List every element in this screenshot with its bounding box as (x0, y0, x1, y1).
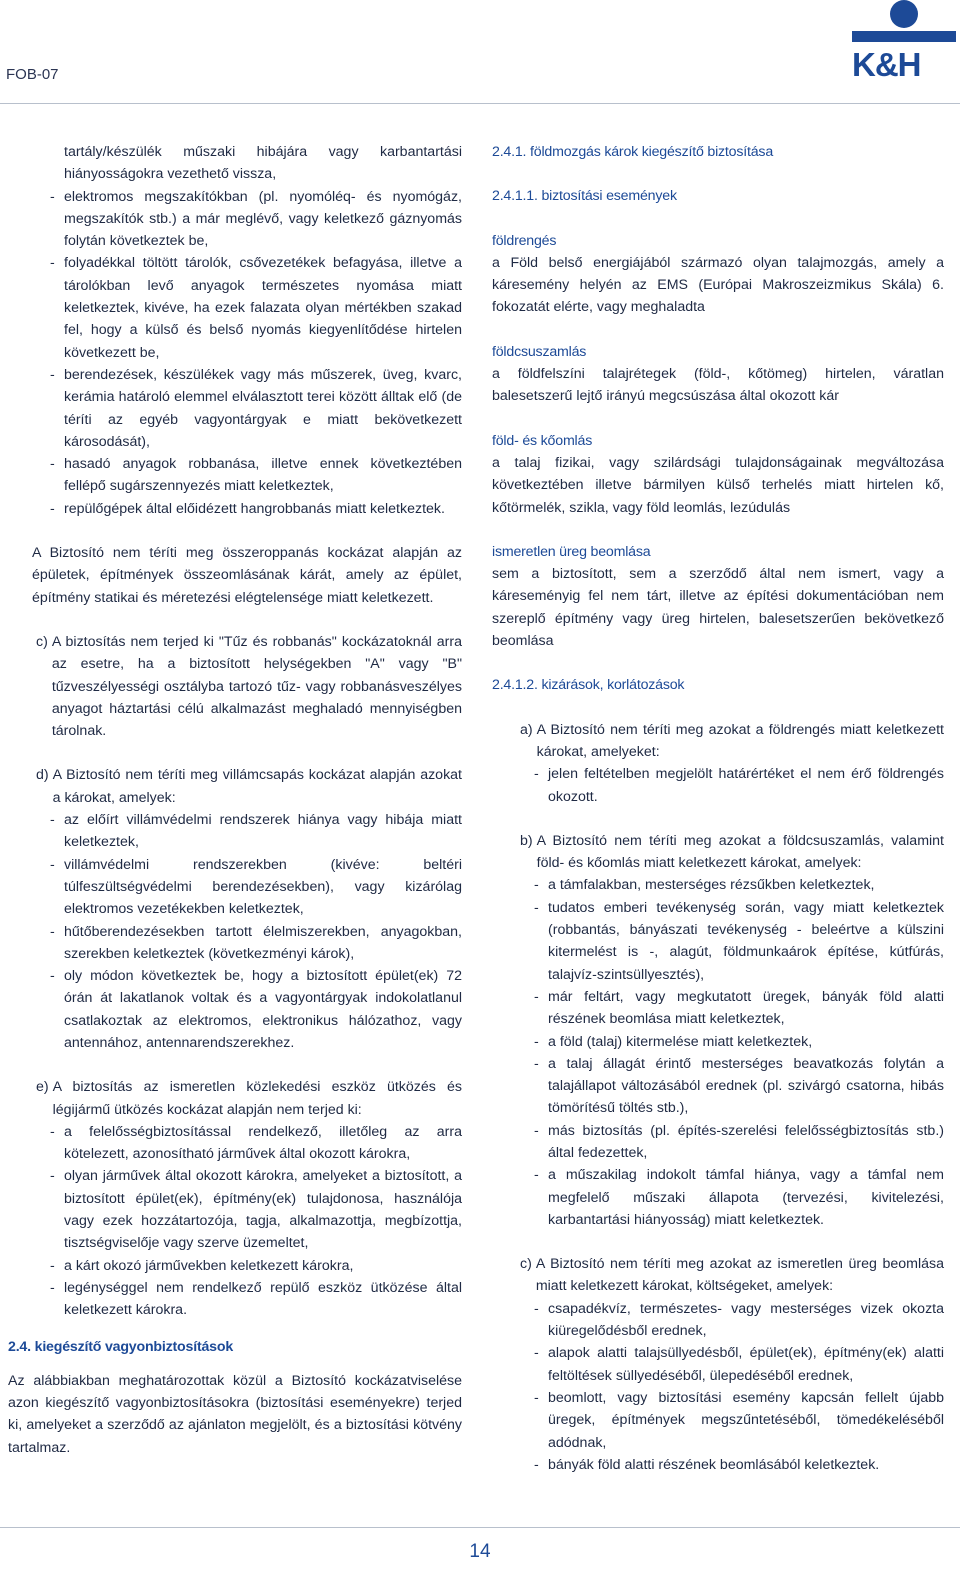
document-code: FOB-07 (6, 66, 59, 83)
list-item: - legénységgel nem rendelkező repülő eszköz ütközése által keletkezett károkra. (50, 1279, 462, 1319)
left-column (8, 141, 462, 1459)
clause-e (8, 1076, 462, 1321)
list-item: - hasadó anyagok robbanása, illetve ennek következtében fellépő sugárszennyezés miatt keletkeztek, (50, 456, 462, 495)
clause-text: A Biztosító nem téríti meg azokat az ismeretlen üreg beomlása miatt keletkezett károkat, költségeket, amelyek: (535, 1256, 944, 1295)
exclusion-a (492, 719, 944, 808)
clause-label: a) (520, 721, 533, 738)
term-rockfall (492, 430, 944, 519)
section-2-4-text: Az alábbiakban meghatározottak közül a Biztosító kockázatviselése azon kiegészítő vagyonbiztosításokra (biztosítási eseményekre) terjed ki, amelyeket a szerződő az ajánlaton megjelölt, és a biztosítási kötvény tartalmaz. (8, 1372, 462, 1456)
list-item: - a műszakilag indokolt támfal hiánya, vagy a támfal nem megfelelő műszaki állapota (tervezési, kivitelezési, karbantartási hiányosság) miatt keletkeztek. (534, 1167, 944, 1228)
term-cavity-collapse (492, 541, 944, 652)
list-item: - már feltárt, vagy megkutatott üregek, bányák föld alatti részének beomlása miatt keletkeztek, (534, 988, 944, 1028)
clause-text: A biztosítás az ismeretlen közlekedési eszköz ütközés és légijármű ütközés kockázat alapján nem terjed ki: (52, 1079, 462, 1118)
list-item: - más biztosítás (pl. építés-szerelési felelősségbiztosítás stb.) által fedezettek, (534, 1122, 944, 1161)
right-column (492, 141, 944, 1476)
list-item: - bányák föld alatti részének beomlásából keletkeztek. (534, 1456, 880, 1473)
header-divider (0, 103, 960, 104)
clause-text: A Biztosító nem téríti meg villámcsapás kockázat alapján azokat a károkat, amelyek: (52, 767, 462, 806)
term-title: földcsuszamlás (492, 343, 587, 360)
continued-list (8, 186, 462, 520)
list-item: - oly módon következtek be, hogy a biztosított épület(ek) 72 órán át lakatlanok voltak és a vagyontárgyak indokolatlanul csatlakoztak az elektromos, elektronikus hálózathoz, vagy antennához, antennarendszerekhez. (50, 968, 462, 1051)
kh-logo-mark (852, 0, 956, 48)
exclusion-b (492, 830, 944, 1231)
term-earthquake (492, 230, 944, 319)
list-item: - elektromos megszakítókban (pl. nyomóléq- és nyomógáz, megszakítók stb.) a már meglévő, vagy keletkező gáznyomás folytán következtek be, (50, 188, 462, 250)
list-item: - a támfalakban, mesterséges rézsűkben keletkeztek, (534, 877, 875, 894)
clause-text: A Biztosító nem téríti meg azokat a földcsuszamlás, valamint föld- és kőomlás miatt keletkezett károkat, amelyek: (536, 832, 944, 872)
list-item: - berendezések, készülékek vagy más műszerek, üveg, kvarc, kerámia határoló elemmel elválasztott terei között álltak elő (de téríti az egyéb vagyontárgyak e miatt bekövetkezett károsodását), (50, 366, 462, 450)
term-landslide (492, 341, 944, 408)
term-text: a talaj fizikai, vagy szilárdsági tulajdonságainak megváltozása következtében illetve bármilyen külső terhelés miatt hirtelen kő, kőtörmelék, szikla, vagy föld leomlás, lezúdulás (492, 454, 944, 516)
list-item: - folyadékkal töltött tárolók, csővezetékek befagyása, illetve a tárolókban levő anyagok természetes nyomása miatt keletkeztek, kivéve, ha ezek falazata olyan mértékben szakad fel, hogy a külső és belső nyomás kiegyenlítődése hirtelen következett be, (50, 255, 462, 361)
clause-label: b) (520, 832, 533, 849)
term-text: a földfelszíni talajrétegek (föld-, kőtömeg) hirtelen, váratlan balesetszerű lejtő irányú megcsúszása által okozott kár (492, 366, 944, 405)
footer-divider (0, 1527, 960, 1528)
list-item: - a kárt okozó járművekben keletkezett károkra, (50, 1257, 354, 1274)
list-item: - villámvédelmi rendszerekben (kivéve: beltéri túlfeszültségvédelmi berendezésekben), vagy kizárólag elektromos vezetékekben keletkeztek, (50, 856, 462, 918)
clause-text: A biztosítás nem terjed ki "Tűz és robbanás" kockázatoknál arra az esetre, ha a biztosított helységekben "A" vagy "B" tűzveszélyességi osztályba tartozó tűz- vagy robbanásveszélyes anyagot háztartási célú alkalmazást meghaladó mennyiségben tárolnak. (51, 633, 462, 740)
clause-label: e) (36, 1079, 49, 1096)
list-item: - a felelősségbiztosítással rendelkező, illetőleg az arra kötelezett, azonosítható járművek által okozott károkra, (50, 1123, 462, 1163)
continued-text: tartály/készülék műszaki hibájára vagy karbantartási hiányosságokra vezethető vissza, (64, 144, 462, 183)
list-item: - hűtőberendezésekben tartott élelmiszerekben, anyagokban, szerekben keletkeztek (következményi károk), (50, 923, 462, 962)
section-heading-2-4-1-1: 2.4.1.1. biztosítási események (492, 188, 677, 205)
list-item: - a talaj állagát érintő mesterséges beavatkozás folytán a talajállapot változásából erednek (pl. szivárgó csatorna, hibás tömörítésű töltés stb.), (534, 1055, 944, 1117)
term-text: sem a biztosított, sem a szerződő által nem ismert, vagy a káreseményig fel nem tárt, illetve az építési dokumentációban nem szereplő építmény vagy üreg hirtelen, balesetszerűen bekövetkező beomlása (492, 566, 944, 650)
list-item: - repülőgépek által előidézett hangrobbanás miatt keletkeztek. (50, 500, 445, 517)
exclusion-c (492, 1253, 944, 1476)
kh-logo-text: K&H (852, 46, 921, 83)
clause-label: c) (520, 1256, 532, 1273)
kh-logo (852, 0, 956, 83)
clause-label: d) (36, 767, 49, 784)
clause-text: A Biztosító nem téríti meg azokat a földrengés miatt keletkezett károkat, amelyeket: (536, 721, 944, 760)
list-item: - alapok alatti talajsüllyedésből, épület(ek), építmény(ek) alatti feltöltések süllyedéséből, ülepedéséből erednek, (534, 1345, 944, 1384)
page-number: 14 (469, 1541, 491, 1562)
term-title: ismeretlen üreg beomlása (492, 543, 651, 560)
clause-label: c) (36, 633, 48, 650)
clause-d (8, 764, 462, 1054)
term-title: földrengés (492, 232, 557, 249)
term-title: föld- és kőomlás (492, 432, 593, 449)
list-item: - jelen feltételben megjelölt határértéket el nem érő földrengés okozott. (534, 766, 944, 805)
collapse-paragraph: A Biztosító nem téríti meg összeroppanás kockázat alapján az épületek, építmények összeomlásának kárát, amely az épület, építmény statikai és méretezési elégtelensége miatt keletkezett. (32, 545, 462, 606)
list-item: - olyan járművek által okozott károkra, amelyeket a biztosított, a biztosított épület(ek), építmény(ek) tulajdonosa, használója vagy ezek hozzátartozója, tagja, alkalmazottja, megbízottja, tisztségviselője vagy szerve üzemeltet, (50, 1168, 462, 1252)
section-heading-2-4-1: 2.4.1. földmozgás károk kiegészítő biztosítása (492, 144, 774, 160)
list-item: - a föld (talaj) kitermelése miatt keletkeztek, (534, 1033, 813, 1050)
list-item: - csapadékvíz, természetes- vagy mesterséges vizek okozta kiüregelődésből erednek, (534, 1300, 944, 1340)
section-heading-2-4-1-2: 2.4.1.2. kizárások, korlátozások (492, 677, 685, 694)
clause-c (8, 631, 462, 742)
list-item: - tudatos emberi tevékenység során, vagy miatt keletkeztek (robbantás, bányászati tevékenység - beleértve a külszini kitermelést is -, alagút, földmunkaárok építése, kútfúrás, talajvíz-szintsüllyesztés), (534, 899, 944, 983)
term-text: a Föld belső energiájából származó olyan talajmozgás, amely a káresemény helyén az EMS (Európai Makroszeizmikus Skála) 6. fokozatát elérte, vagy meghaladta (492, 254, 944, 316)
list-item: - beomlott, vagy biztosítási esemény kapcsán fellelt újabb üregek, építmények megszűntetéséből, tömedékeléséből adódnak, (534, 1389, 944, 1451)
list-item: - az előírt villámvédelmi rendszerek hiánya vagy hibája miatt keletkeztek, (50, 812, 462, 851)
section-heading-2-4: 2.4. kiegészítő vagyonbiztosítások (8, 1338, 234, 1355)
